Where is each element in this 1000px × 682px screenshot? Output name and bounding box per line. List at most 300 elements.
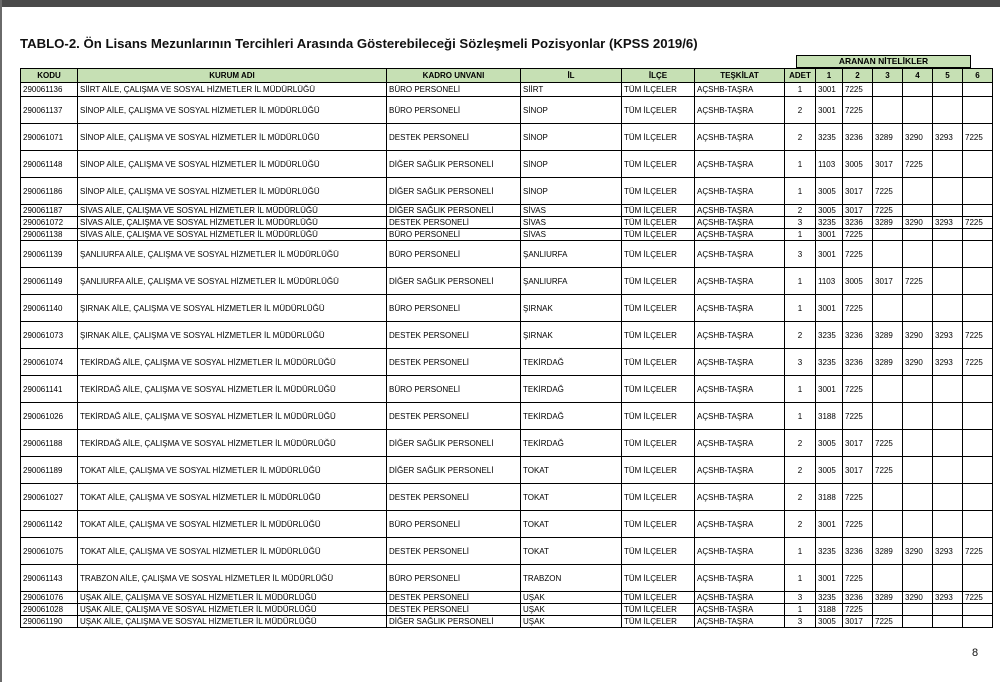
table-row — [21, 178, 993, 205]
kod-cell: 290061073 — [21, 322, 78, 349]
teskilat-cell: AÇSHB-TAŞRA — [695, 376, 785, 403]
kadro-unvani-cell: BÜRO PERSONELİ — [387, 229, 521, 241]
nitelik-code-cell: 3235 — [816, 322, 843, 349]
adet-cell: 3 — [785, 616, 816, 628]
table-row — [21, 124, 993, 151]
teskilat-cell: AÇSHB-TAŞRA — [695, 565, 785, 592]
nitelik-code-cell — [963, 205, 993, 217]
nitelik-code-cell: 7225 — [843, 403, 873, 430]
nitelik-code-cell: 3005 — [816, 205, 843, 217]
kurum-adi-cell: TOKAT AİLE, ÇALIŞMA VE SOSYAL HİZMETLER İL MÜDÜRLÜĞÜ — [78, 511, 387, 538]
nitelik-code-cell: 3236 — [843, 538, 873, 565]
teskilat-cell: AÇSHB-TAŞRA — [695, 592, 785, 604]
nitelik-code-cell — [963, 229, 993, 241]
nitelik-code-cell — [903, 604, 933, 616]
nitelik-code-cell: 3289 — [873, 592, 903, 604]
adet-cell: 3 — [785, 592, 816, 604]
nitelik-code-cell — [963, 241, 993, 268]
teskilat-cell: AÇSHB-TAŞRA — [695, 178, 785, 205]
nitelik-code-cell: 7225 — [903, 151, 933, 178]
column-header: TEŞKİLAT — [695, 69, 785, 83]
il-cell: UŞAK — [521, 604, 622, 616]
column-header: 3 — [873, 69, 903, 83]
nitelik-code-cell — [903, 229, 933, 241]
nitelik-code-cell: 3289 — [873, 217, 903, 229]
nitelik-code-cell: 3005 — [843, 151, 873, 178]
kurum-adi-cell: SİVAS AİLE, ÇALIŞMA VE SOSYAL HİZMETLER İL MÜDÜRLÜĞÜ — [78, 205, 387, 217]
nitelik-code-cell — [903, 484, 933, 511]
kod-cell: 290061071 — [21, 124, 78, 151]
nitelik-code-cell — [933, 484, 963, 511]
table-row — [21, 376, 993, 403]
kurum-adi-cell: ŞANLIURFA AİLE, ÇALIŞMA VE SOSYAL HİZMETLER İL MÜDÜRLÜĞÜ — [78, 268, 387, 295]
nitelik-code-cell: 3289 — [873, 349, 903, 376]
kurum-adi-cell: TEKİRDAĞ AİLE, ÇALIŞMA VE SOSYAL HİZMETLER İL MÜDÜRLÜĞÜ — [78, 403, 387, 430]
kadro-unvani-cell: BÜRO PERSONELİ — [387, 241, 521, 268]
column-header: 6 — [963, 69, 993, 83]
ilce-cell: TÜM İLÇELER — [622, 241, 695, 268]
kadro-unvani-cell: BÜRO PERSONELİ — [387, 97, 521, 124]
adet-cell: 2 — [785, 322, 816, 349]
il-cell: UŞAK — [521, 592, 622, 604]
il-cell: TEKİRDAĞ — [521, 349, 622, 376]
kadro-unvani-cell: DİĞER SAĞLIK PERSONELİ — [387, 430, 521, 457]
nitelik-code-cell: 3293 — [933, 349, 963, 376]
adet-cell: 1 — [785, 403, 816, 430]
nitelik-code-cell: 3005 — [816, 616, 843, 628]
adet-cell: 1 — [785, 83, 816, 97]
nitelik-code-cell — [873, 511, 903, 538]
nitelik-code-cell: 7225 — [963, 322, 993, 349]
table-row — [21, 616, 993, 628]
il-cell: ŞANLIURFA — [521, 268, 622, 295]
ilce-cell: TÜM İLÇELER — [622, 178, 695, 205]
adet-cell: 1 — [785, 565, 816, 592]
nitelik-code-cell: 3017 — [843, 205, 873, 217]
il-cell: ŞIRNAK — [521, 322, 622, 349]
table-row — [21, 565, 993, 592]
nitelik-code-cell — [873, 604, 903, 616]
nitelik-code-cell — [903, 295, 933, 322]
nitelik-code-cell: 3290 — [903, 322, 933, 349]
teskilat-cell: AÇSHB-TAŞRA — [695, 349, 785, 376]
adet-cell: 2 — [785, 97, 816, 124]
table-row — [21, 430, 993, 457]
nitelik-code-cell: 7225 — [873, 430, 903, 457]
nitelik-code-cell: 7225 — [963, 217, 993, 229]
table-row — [21, 349, 993, 376]
kurum-adi-cell: TOKAT AİLE, ÇALIŞMA VE SOSYAL HİZMETLER İL MÜDÜRLÜĞÜ — [78, 484, 387, 511]
ilce-cell: TÜM İLÇELER — [622, 151, 695, 178]
kadro-unvani-cell: DESTEK PERSONELİ — [387, 538, 521, 565]
nitelik-code-cell: 3005 — [843, 268, 873, 295]
nitelik-code-cell: 3236 — [843, 349, 873, 376]
nitelik-code-cell — [903, 403, 933, 430]
il-cell: TOKAT — [521, 538, 622, 565]
nitelik-code-cell: 7225 — [963, 124, 993, 151]
kurum-adi-cell: SİNOP AİLE, ÇALIŞMA VE SOSYAL HİZMETLER İL MÜDÜRLÜĞÜ — [78, 124, 387, 151]
kod-cell: 290061137 — [21, 97, 78, 124]
teskilat-cell: AÇSHB-TAŞRA — [695, 205, 785, 217]
teskilat-cell: AÇSHB-TAŞRA — [695, 403, 785, 430]
teskilat-cell: AÇSHB-TAŞRA — [695, 295, 785, 322]
nitelik-code-cell — [933, 241, 963, 268]
adet-cell: 2 — [785, 484, 816, 511]
nitelik-code-cell: 3001 — [816, 511, 843, 538]
nitelik-code-cell — [963, 376, 993, 403]
nitelik-code-cell: 7225 — [873, 205, 903, 217]
teskilat-cell: AÇSHB-TAŞRA — [695, 124, 785, 151]
nitelik-code-cell: 7225 — [963, 349, 993, 376]
nitelik-code-cell: 7225 — [873, 178, 903, 205]
kod-cell: 290061138 — [21, 229, 78, 241]
adet-cell: 1 — [785, 376, 816, 403]
nitelik-code-cell: 7225 — [843, 229, 873, 241]
table-row — [21, 592, 993, 604]
adet-cell: 1 — [785, 178, 816, 205]
kod-cell: 290061139 — [21, 241, 78, 268]
kadro-unvani-cell: DİĞER SAĞLIK PERSONELİ — [387, 178, 521, 205]
nitelik-code-cell — [903, 83, 933, 97]
kurum-adi-cell: SİVAS AİLE, ÇALIŞMA VE SOSYAL HİZMETLER İL MÜDÜRLÜĞÜ — [78, 229, 387, 241]
nitelik-code-cell: 3001 — [816, 83, 843, 97]
il-cell: SİİRT — [521, 83, 622, 97]
table-row — [21, 457, 993, 484]
kadro-unvani-cell: DİĞER SAĞLIK PERSONELİ — [387, 205, 521, 217]
nitelik-code-cell: 3236 — [843, 217, 873, 229]
nitelik-code-cell: 7225 — [843, 376, 873, 403]
teskilat-cell: AÇSHB-TAŞRA — [695, 241, 785, 268]
nitelik-code-cell — [963, 295, 993, 322]
kurum-adi-cell: SİNOP AİLE, ÇALIŞMA VE SOSYAL HİZMETLER İL MÜDÜRLÜĞÜ — [78, 151, 387, 178]
table-row — [21, 205, 993, 217]
ilce-cell: TÜM İLÇELER — [622, 484, 695, 511]
nitelik-code-cell — [903, 457, 933, 484]
kod-cell: 290061190 — [21, 616, 78, 628]
kurum-adi-cell: ŞIRNAK AİLE, ÇALIŞMA VE SOSYAL HİZMETLER İL MÜDÜRLÜĞÜ — [78, 295, 387, 322]
nitelik-code-cell — [933, 376, 963, 403]
nitelik-code-cell: 7225 — [873, 616, 903, 628]
kurum-adi-cell: ŞANLIURFA AİLE, ÇALIŞMA VE SOSYAL HİZMETLER İL MÜDÜRLÜĞÜ — [78, 241, 387, 268]
ilce-cell: TÜM İLÇELER — [622, 403, 695, 430]
table-row — [21, 268, 993, 295]
nitelik-code-cell — [933, 268, 963, 295]
nitelik-code-cell: 1103 — [816, 151, 843, 178]
column-header: ADET — [785, 69, 816, 83]
kurum-adi-cell: UŞAK AİLE, ÇALIŞMA VE SOSYAL HİZMETLER İL MÜDÜRLÜĞÜ — [78, 616, 387, 628]
kadro-unvani-cell: BÜRO PERSONELİ — [387, 511, 521, 538]
il-cell: SİVAS — [521, 229, 622, 241]
nitelik-code-cell — [963, 83, 993, 97]
nitelik-code-cell: 3001 — [816, 229, 843, 241]
il-cell: ŞIRNAK — [521, 295, 622, 322]
nitelik-code-cell — [873, 241, 903, 268]
ilce-cell: TÜM İLÇELER — [622, 457, 695, 484]
adet-cell: 1 — [785, 295, 816, 322]
kadro-unvani-cell: DİĞER SAĞLIK PERSONELİ — [387, 268, 521, 295]
nitelik-code-cell: 3235 — [816, 592, 843, 604]
nitelik-code-cell: 3017 — [843, 178, 873, 205]
nitelik-code-cell: 7225 — [843, 295, 873, 322]
nitelik-code-cell — [903, 616, 933, 628]
viewer-left-border — [0, 0, 2, 682]
ilce-cell: TÜM İLÇELER — [622, 565, 695, 592]
kadro-unvani-cell: BÜRO PERSONELİ — [387, 83, 521, 97]
nitelik-code-cell — [903, 565, 933, 592]
nitelik-code-cell — [963, 403, 993, 430]
kurum-adi-cell: TRABZON AİLE, ÇALIŞMA VE SOSYAL HİZMETLER İL MÜDÜRLÜĞÜ — [78, 565, 387, 592]
viewer-top-border — [0, 0, 1000, 7]
nitelik-code-cell: 3290 — [903, 124, 933, 151]
nitelik-code-cell: 3293 — [933, 538, 963, 565]
ilce-cell: TÜM İLÇELER — [622, 592, 695, 604]
kurum-adi-cell: SİVAS AİLE, ÇALIŞMA VE SOSYAL HİZMETLER İL MÜDÜRLÜĞÜ — [78, 217, 387, 229]
kod-cell: 290061143 — [21, 565, 78, 592]
adet-cell: 1 — [785, 229, 816, 241]
kod-cell: 290061140 — [21, 295, 78, 322]
kadro-unvani-cell: BÜRO PERSONELİ — [387, 295, 521, 322]
il-cell: SİVAS — [521, 217, 622, 229]
kurum-adi-cell: UŞAK AİLE, ÇALIŞMA VE SOSYAL HİZMETLER İL MÜDÜRLÜĞÜ — [78, 604, 387, 616]
teskilat-cell: AÇSHB-TAŞRA — [695, 484, 785, 511]
nitelik-code-cell: 3017 — [843, 616, 873, 628]
nitelik-code-cell: 3235 — [816, 349, 843, 376]
kurum-adi-cell: SİNOP AİLE, ÇALIŞMA VE SOSYAL HİZMETLER İL MÜDÜRLÜĞÜ — [78, 178, 387, 205]
ilce-cell: TÜM İLÇELER — [622, 616, 695, 628]
kod-cell: 290061136 — [21, 83, 78, 97]
kadro-unvani-cell: DESTEK PERSONELİ — [387, 217, 521, 229]
nitelik-code-cell — [873, 229, 903, 241]
kurum-adi-cell: TOKAT AİLE, ÇALIŞMA VE SOSYAL HİZMETLER İL MÜDÜRLÜĞÜ — [78, 538, 387, 565]
kadro-unvani-cell: DESTEK PERSONELİ — [387, 604, 521, 616]
teskilat-cell: AÇSHB-TAŞRA — [695, 268, 785, 295]
nitelik-code-cell: 7225 — [843, 83, 873, 97]
teskilat-cell: AÇSHB-TAŞRA — [695, 604, 785, 616]
ilce-cell: TÜM İLÇELER — [622, 83, 695, 97]
kadro-unvani-cell: DESTEK PERSONELİ — [387, 592, 521, 604]
adet-cell: 2 — [785, 430, 816, 457]
ilce-cell: TÜM İLÇELER — [622, 124, 695, 151]
kod-cell: 290061186 — [21, 178, 78, 205]
nitelik-code-cell: 3235 — [816, 124, 843, 151]
ilce-cell: TÜM İLÇELER — [622, 229, 695, 241]
ilce-cell: TÜM İLÇELER — [622, 538, 695, 565]
nitelik-code-cell: 3001 — [816, 97, 843, 124]
nitelik-code-cell: 3290 — [903, 538, 933, 565]
nitelik-code-cell — [873, 295, 903, 322]
table-body — [21, 83, 993, 628]
nitelik-code-cell: 7225 — [843, 97, 873, 124]
kod-cell: 290061074 — [21, 349, 78, 376]
ilce-cell: TÜM İLÇELER — [622, 205, 695, 217]
table-row — [21, 97, 993, 124]
kurum-adi-cell: SİNOP AİLE, ÇALIŞMA VE SOSYAL HİZMETLER İL MÜDÜRLÜĞÜ — [78, 97, 387, 124]
kurum-adi-cell: ŞIRNAK AİLE, ÇALIŞMA VE SOSYAL HİZMETLER İL MÜDÜRLÜĞÜ — [78, 322, 387, 349]
table-row — [21, 241, 993, 268]
nitelik-code-cell — [903, 205, 933, 217]
nitelik-code-cell: 3235 — [816, 217, 843, 229]
nitelik-code-cell — [933, 457, 963, 484]
kod-cell: 290061187 — [21, 205, 78, 217]
kod-cell: 290061028 — [21, 604, 78, 616]
column-header: İLÇE — [622, 69, 695, 83]
aranan-nitelikler-header: ARANAN NİTELİKLER — [796, 55, 971, 68]
kod-cell: 290061149 — [21, 268, 78, 295]
nitelik-code-cell: 3293 — [933, 592, 963, 604]
teskilat-cell: AÇSHB-TAŞRA — [695, 229, 785, 241]
kadro-unvani-cell: BÜRO PERSONELİ — [387, 565, 521, 592]
kurum-adi-cell: TEKİRDAĞ AİLE, ÇALIŞMA VE SOSYAL HİZMETLER İL MÜDÜRLÜĞÜ — [78, 376, 387, 403]
column-header: 4 — [903, 69, 933, 83]
kadro-unvani-cell: DESTEK PERSONELİ — [387, 124, 521, 151]
kod-cell: 290061141 — [21, 376, 78, 403]
nitelik-code-cell: 3293 — [933, 217, 963, 229]
ilce-cell: TÜM İLÇELER — [622, 268, 695, 295]
teskilat-cell: AÇSHB-TAŞRA — [695, 511, 785, 538]
nitelik-code-cell: 3290 — [903, 592, 933, 604]
kurum-adi-cell: TEKİRDAĞ AİLE, ÇALIŞMA VE SOSYAL HİZMETLER İL MÜDÜRLÜĞÜ — [78, 430, 387, 457]
kurum-adi-cell: SİİRT AİLE, ÇALIŞMA VE SOSYAL HİZMETLER İL MÜDÜRLÜĞÜ — [78, 83, 387, 97]
nitelik-code-cell: 3188 — [816, 484, 843, 511]
nitelik-code-cell: 3001 — [816, 565, 843, 592]
kadro-unvani-cell: DESTEK PERSONELİ — [387, 403, 521, 430]
ilce-cell: TÜM İLÇELER — [622, 511, 695, 538]
kod-cell: 290061076 — [21, 592, 78, 604]
nitelik-code-cell — [963, 616, 993, 628]
nitelik-code-cell: 3005 — [816, 457, 843, 484]
nitelik-code-cell: 3236 — [843, 592, 873, 604]
teskilat-cell: AÇSHB-TAŞRA — [695, 616, 785, 628]
nitelik-code-cell — [933, 151, 963, 178]
nitelik-code-cell — [933, 403, 963, 430]
adet-cell: 1 — [785, 268, 816, 295]
nitelik-code-cell: 7225 — [963, 592, 993, 604]
nitelik-code-cell: 3005 — [816, 430, 843, 457]
kurum-adi-cell: UŞAK AİLE, ÇALIŞMA VE SOSYAL HİZMETLER İL MÜDÜRLÜĞÜ — [78, 592, 387, 604]
nitelik-code-cell — [903, 430, 933, 457]
ilce-cell: TÜM İLÇELER — [622, 349, 695, 376]
teskilat-cell: AÇSHB-TAŞRA — [695, 322, 785, 349]
kadro-unvani-cell: DİĞER SAĞLIK PERSONELİ — [387, 457, 521, 484]
nitelik-code-cell — [933, 295, 963, 322]
kurum-adi-cell: TEKİRDAĞ AİLE, ÇALIŞMA VE SOSYAL HİZMETLER İL MÜDÜRLÜĞÜ — [78, 349, 387, 376]
nitelik-code-cell — [963, 457, 993, 484]
kadro-unvani-cell: DİĞER SAĞLIK PERSONELİ — [387, 151, 521, 178]
column-header: İL — [521, 69, 622, 83]
table-row — [21, 229, 993, 241]
nitelik-code-cell — [963, 268, 993, 295]
il-cell: TEKİRDAĞ — [521, 376, 622, 403]
nitelik-code-cell — [963, 178, 993, 205]
kadro-unvani-cell: DİĞER SAĞLIK PERSONELİ — [387, 616, 521, 628]
il-cell: SİNOP — [521, 97, 622, 124]
column-header: KODU — [21, 69, 78, 83]
nitelik-code-cell — [873, 403, 903, 430]
kod-cell: 290061142 — [21, 511, 78, 538]
nitelik-code-cell — [933, 604, 963, 616]
kadro-unvani-cell: DESTEK PERSONELİ — [387, 484, 521, 511]
nitelik-code-cell — [933, 511, 963, 538]
teskilat-cell: AÇSHB-TAŞRA — [695, 97, 785, 124]
il-cell: SİNOP — [521, 124, 622, 151]
teskilat-cell: AÇSHB-TAŞRA — [695, 538, 785, 565]
kadro-unvani-cell: DESTEK PERSONELİ — [387, 322, 521, 349]
nitelik-code-cell: 7225 — [903, 268, 933, 295]
nitelik-code-cell: 3005 — [816, 178, 843, 205]
nitelik-code-cell: 3236 — [843, 124, 873, 151]
table-row — [21, 83, 993, 97]
nitelik-code-cell: 7225 — [873, 457, 903, 484]
positions-table — [20, 68, 993, 628]
nitelik-code-cell — [933, 83, 963, 97]
ilce-cell: TÜM İLÇELER — [622, 322, 695, 349]
nitelik-code-cell — [873, 484, 903, 511]
nitelik-code-cell — [963, 151, 993, 178]
teskilat-cell: AÇSHB-TAŞRA — [695, 430, 785, 457]
ilce-cell: TÜM İLÇELER — [622, 376, 695, 403]
il-cell: SİVAS — [521, 205, 622, 217]
ilce-cell: TÜM İLÇELER — [622, 295, 695, 322]
table-row — [21, 604, 993, 616]
nitelik-code-cell — [903, 241, 933, 268]
nitelik-code-cell: 3001 — [816, 295, 843, 322]
il-cell: TOKAT — [521, 511, 622, 538]
table-row — [21, 295, 993, 322]
nitelik-code-cell: 3289 — [873, 124, 903, 151]
page-number: 8 — [972, 647, 979, 659]
nitelik-code-cell: 7225 — [843, 565, 873, 592]
nitelik-code-cell: 1103 — [816, 268, 843, 295]
nitelik-code-cell: 3001 — [816, 376, 843, 403]
ilce-cell: TÜM İLÇELER — [622, 430, 695, 457]
nitelik-code-cell: 3235 — [816, 538, 843, 565]
column-header: 1 — [816, 69, 843, 83]
kod-cell: 290061188 — [21, 430, 78, 457]
ilce-cell: TÜM İLÇELER — [622, 217, 695, 229]
nitelik-code-cell — [963, 430, 993, 457]
nitelik-code-cell — [963, 511, 993, 538]
nitelik-code-cell — [903, 376, 933, 403]
kod-cell: 290061026 — [21, 403, 78, 430]
kadro-unvani-cell: DESTEK PERSONELİ — [387, 349, 521, 376]
il-cell: TEKİRDAĞ — [521, 430, 622, 457]
teskilat-cell: AÇSHB-TAŞRA — [695, 151, 785, 178]
ilce-cell: TÜM İLÇELER — [622, 604, 695, 616]
nitelik-code-cell: 3236 — [843, 322, 873, 349]
adet-cell: 2 — [785, 124, 816, 151]
nitelik-code-cell: 3017 — [843, 430, 873, 457]
nitelik-code-cell — [963, 97, 993, 124]
il-cell: ŞANLIURFA — [521, 241, 622, 268]
nitelik-code-cell — [933, 178, 963, 205]
nitelik-code-cell: 7225 — [963, 538, 993, 565]
nitelik-code-cell — [903, 97, 933, 124]
column-header: 5 — [933, 69, 963, 83]
table-row — [21, 322, 993, 349]
nitelik-code-cell — [873, 376, 903, 403]
kod-cell: 290061027 — [21, 484, 78, 511]
kod-cell: 290061148 — [21, 151, 78, 178]
nitelik-code-cell: 3188 — [816, 604, 843, 616]
nitelik-code-cell — [933, 229, 963, 241]
il-cell: TRABZON — [521, 565, 622, 592]
adet-cell: 1 — [785, 538, 816, 565]
nitelik-code-cell: 3293 — [933, 322, 963, 349]
il-cell: TEKİRDAĞ — [521, 403, 622, 430]
nitelik-code-cell: 3188 — [816, 403, 843, 430]
column-header: KADRO UNVANI — [387, 69, 521, 83]
column-header: 2 — [843, 69, 873, 83]
